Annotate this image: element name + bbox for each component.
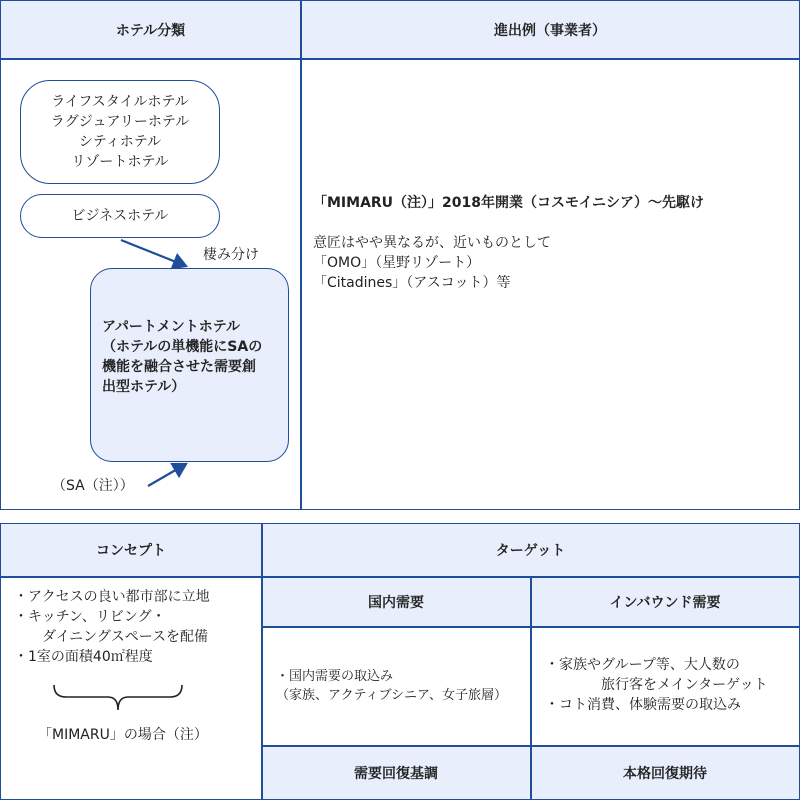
segregation-arrow [121, 240, 186, 266]
domestic-list [276, 667, 507, 705]
inbound-item: 旅行客をメインターゲット [601, 677, 768, 693]
segregation-label: 棲み分け [203, 247, 259, 263]
sa-arrow [148, 464, 186, 486]
domestic-demand-header [262, 578, 530, 626]
inbound-outlook-cell [531, 746, 799, 799]
concept-item: ダイニングスペースを配備 [42, 629, 209, 645]
concept-header-text: コンセプト [96, 543, 166, 559]
concept-header [1, 524, 261, 576]
apartment-hotel-line: 出型ホテル） [102, 379, 186, 395]
domestic-demand-header-text: 国内需要 [368, 595, 424, 611]
concept-item: ・アクセスの良い都市部に立地 [14, 589, 210, 605]
concept-item: ・キッチン、リビング・ [14, 609, 166, 625]
hotel-type-label: ライフスタイルホテル [51, 94, 189, 110]
target-header-text: ターゲット [495, 543, 566, 559]
business-hotel-label: ビジネスホテル [71, 208, 169, 224]
example-main-text: 「MIMARU（注）」2018年開業（コスモイニシア）〜先駆け [313, 195, 705, 211]
target-header [262, 524, 799, 576]
inbound-item: ・家族やグループ等、大人数の [545, 657, 740, 673]
domestic-outlook-text: 需要回復基調 [354, 765, 438, 782]
apartment-hotel-line: アパートメントホテル [102, 319, 241, 335]
hotel-type-label: シティホテル [78, 134, 162, 150]
domestic-outlook-cell [262, 746, 530, 799]
example-note [313, 233, 551, 293]
example-note-line: 「OMO」（星野リゾート） [313, 255, 481, 271]
inbound-demand-header [531, 578, 799, 626]
concept-item: ・1室の面積40㎡程度 [14, 649, 153, 665]
brace-icon [48, 682, 188, 716]
concept-list [14, 587, 210, 667]
bottom-header-divider [0, 576, 800, 578]
inbound-demand-header-text: インバウンド需要 [609, 595, 721, 611]
inbound-outlook-text: 本格回復期待 [623, 765, 707, 782]
concept-target-divider [261, 523, 263, 800]
domestic-item: （家族、アクティブシニア、女子旅層） [276, 688, 508, 703]
inbound-item: ・コト消費、体験需要の取込み [545, 697, 741, 713]
sa-label: （SA（注）） [52, 478, 134, 494]
hotel-category-header-text: ホテル分類 [115, 22, 186, 39]
hotel-type-label: ラグジュアリーホテル [50, 114, 190, 130]
example-note-line: 「Citadines」（アスコット）等 [313, 275, 511, 291]
example-header [301, 1, 799, 58]
concept-caption: 「MIMARU」の場合（注） [38, 727, 208, 743]
example-header-text: 進出例（事業者） [494, 22, 606, 39]
domestic-inbound-divider [530, 577, 532, 800]
hotel-type-label: リゾートホテル [71, 154, 169, 170]
inbound-list [545, 655, 768, 715]
apartment-hotel-line: 機能を融合させた需要創 [102, 359, 256, 375]
arrows-layer [0, 0, 300, 510]
domestic-item: ・国内需要の取込み [276, 669, 394, 684]
example-note-line: 意匠はやや異なるが、近いものとして [313, 235, 551, 251]
apartment-hotel-line: （ホテルの単機能にSAの [102, 339, 263, 355]
top-column-divider [300, 0, 302, 510]
